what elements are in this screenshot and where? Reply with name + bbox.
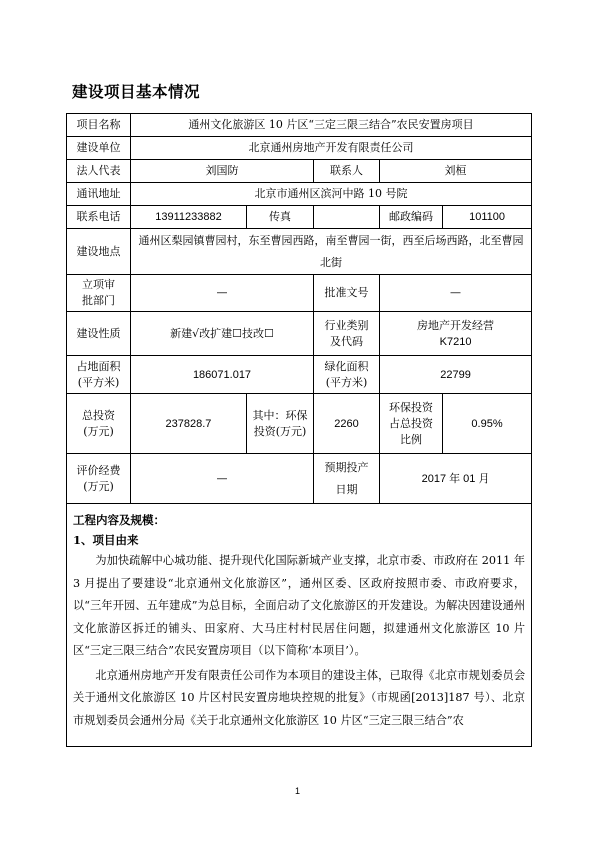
value-area: 186071.017 <box>131 356 314 394</box>
label-fee <box>67 454 131 504</box>
row-address <box>67 183 532 206</box>
label-green <box>314 356 380 394</box>
label-industry-line1: 行业类别 <box>324 318 369 332</box>
label-area <box>67 356 131 394</box>
value-contact: 刘桓 <box>380 160 532 183</box>
row-legal <box>67 160 532 183</box>
label-fee-line2: (万元) <box>83 479 114 493</box>
label-env-invest-line2: 投资(万元) <box>253 424 307 438</box>
row-site <box>67 229 532 275</box>
label-industry-line2: 及代码 <box>330 334 363 348</box>
value-start-date: 2017 年 01 月 <box>380 454 532 504</box>
label-nature: 建设性质 <box>67 312 131 356</box>
value-industry-code: K7210 <box>439 335 472 348</box>
value-fax <box>314 206 380 229</box>
label-approval <box>67 275 131 312</box>
value-approval: — <box>131 275 314 312</box>
label-phone: 联系电话 <box>67 206 131 229</box>
row-approval <box>67 275 532 312</box>
row-invest <box>67 394 532 454</box>
value-industry-line1: 房地产开发经营 <box>417 318 495 332</box>
label-start-date <box>314 454 380 504</box>
value-env-invest: 2260 <box>314 394 380 454</box>
label-legal: 法人代表 <box>67 160 131 183</box>
row-project-name <box>67 114 532 137</box>
label-invest-line2: (万元) <box>83 424 114 438</box>
label-start-date-line2: 日期 <box>335 482 358 496</box>
label-project-name: 项目名称 <box>67 114 131 137</box>
label-industry <box>314 312 380 356</box>
label-env-ratio-line1: 环保投资 <box>389 400 433 414</box>
page-number: 1 <box>294 786 300 796</box>
project-info-table <box>66 113 532 747</box>
label-address: 通讯地址 <box>67 183 131 206</box>
value-industry <box>380 312 532 356</box>
value-nature: 新建√改扩建☐技改☐ <box>131 312 314 356</box>
content-paragraph-1: 为加快疏解中心城功能、提升现代化国际新城产业支撑，北京市委、市政府在 2011 年 3 月提出了要建设“北京通州文化旅游区”，通州区委、区政府按照市委、市政府要求，以“三年开园、五年建成”为总目标，全面启动了文化旅游区的开发建设。为解决因建设通州文化旅游区拆迁的铺头、田家府、大马庄村村民居住问题，拟建通州文化旅游区 10 片区“三定三限三结合”农民安置房项目（以下简称‘本项目’）。 <box>73 554 526 657</box>
value-approval-doc: — <box>380 275 532 312</box>
value-invest: 237828.7 <box>131 394 247 454</box>
label-builder: 建设单位 <box>67 137 131 160</box>
label-start-date-line1: 预期投产 <box>324 460 369 474</box>
label-env-ratio-line3: 比例 <box>400 432 422 446</box>
row-content <box>67 504 532 747</box>
label-green-line1: 绿化面积 <box>324 359 369 373</box>
value-address: 北京市通州区滨河中路 10 号院 <box>131 183 532 206</box>
label-env-invest <box>247 394 314 454</box>
label-approval-doc: 批准文号 <box>314 275 380 312</box>
row-builder <box>67 137 532 160</box>
content-cell <box>67 504 532 747</box>
label-env-ratio-line2: 占总投资 <box>389 416 433 430</box>
label-contact: 联系人 <box>314 160 380 183</box>
value-env-ratio: 0.95% <box>443 394 532 454</box>
row-area <box>67 356 532 394</box>
value-legal: 刘国防 <box>131 160 314 183</box>
label-fax: 传真 <box>247 206 314 229</box>
content-heading: 工程内容及规模： <box>73 513 165 527</box>
value-builder: 北京通州房地产开发有限责任公司 <box>131 137 532 160</box>
value-project-name: 通州文化旅游区 10 片区“三定三限三结合”农民安置房项目 <box>131 114 532 137</box>
label-approval-line2: 批部门 <box>82 294 115 307</box>
label-env-invest-line1: 其中：环保 <box>252 408 308 422</box>
value-fee: — <box>131 454 314 504</box>
row-fee <box>67 454 532 504</box>
label-site: 建设地点 <box>67 229 131 275</box>
label-invest-line1: 总投资 <box>82 408 115 422</box>
content-paragraph-2: 北京通州房地产开发有限责任公司作为本项目的建设主体，已取得《北京市规划委员会关于通州文化旅游区 10 片区村民安置房地块控规的批复》（市规函[2013]187 号）、北京市规划委员会通州分局《关于北京通州文化旅游区 10 片区“三定三限三结合”农 <box>73 668 526 727</box>
label-area-line2: (平方米) <box>77 375 120 389</box>
label-zip: 邮政编码 <box>380 206 443 229</box>
value-site: 通州区梨园镇曹园村，东至曹园西路，南至曹园一街，西至后场西路，北至曹园北街 <box>131 229 532 275</box>
value-phone: 13911233882 <box>131 206 247 229</box>
page-title: 建设项目基本情况 <box>72 83 201 101</box>
value-zip: 101100 <box>443 206 532 229</box>
row-phone <box>67 206 532 229</box>
value-green: 22799 <box>380 356 532 394</box>
row-nature <box>67 312 532 356</box>
label-env-ratio <box>380 394 443 454</box>
label-green-line2: (平方米) <box>325 375 368 389</box>
label-area-line1: 占地面积 <box>76 359 121 373</box>
content-subheading: 1、项目由来 <box>73 533 139 547</box>
label-fee-line1: 评价经费 <box>76 463 121 477</box>
label-invest <box>67 394 131 454</box>
label-approval-line1: 立项审 <box>82 278 115 291</box>
